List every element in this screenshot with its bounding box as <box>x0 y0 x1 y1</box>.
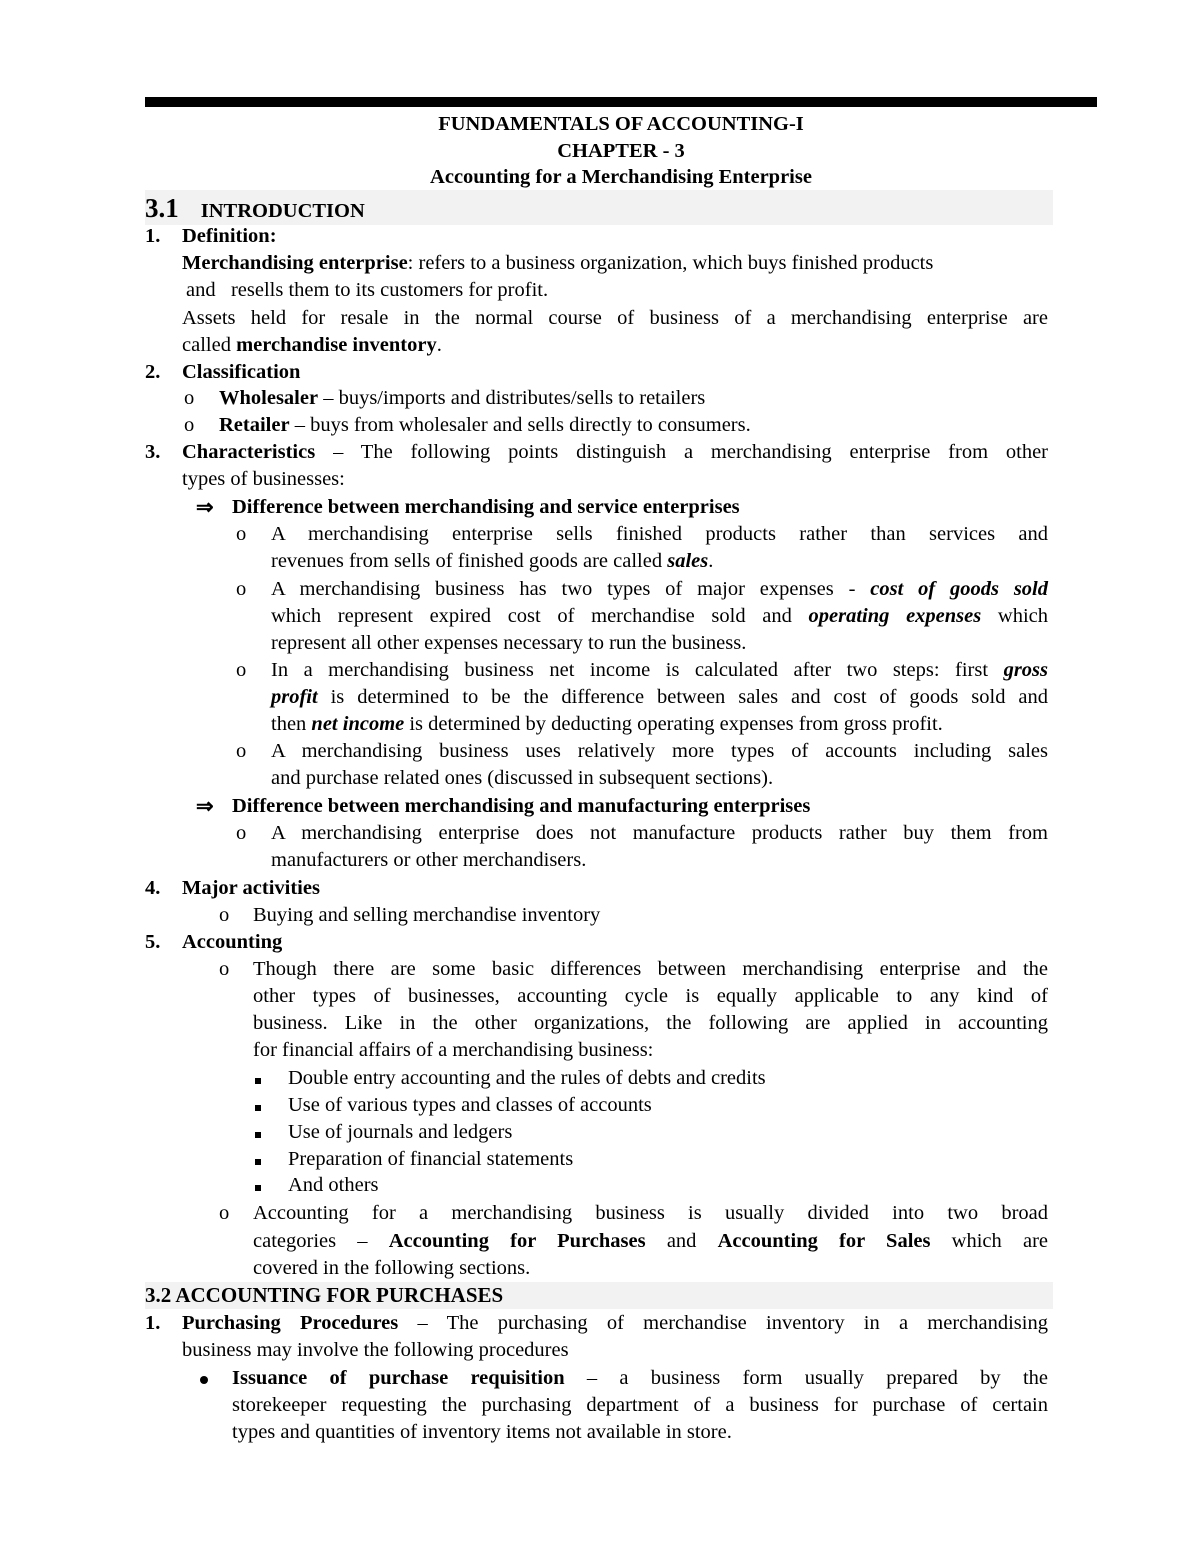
circle-marker: o <box>236 523 247 545</box>
classification-heading: Classification <box>182 361 301 383</box>
item-number: 5. <box>145 931 161 953</box>
square-bullet-icon <box>255 1146 261 1173</box>
list-item: Wholesaler – buys/imports and distributes/sells to retailers <box>219 387 706 409</box>
definition-text: called merchandise inventory. <box>182 334 442 356</box>
arrow-icon: ⇒ <box>196 495 214 519</box>
circle-marker: o <box>184 414 195 436</box>
circle-marker: o <box>219 904 230 926</box>
subheading: Difference between merchandising and manufacturing enterprises <box>232 795 811 817</box>
item-number: 3. <box>145 441 161 463</box>
paragraph-line: then net income is determined by deducting operating expenses from gross profit. <box>271 713 943 735</box>
circle-marker: o <box>236 822 247 844</box>
item-number: 2. <box>145 361 161 383</box>
paragraph-line: business may involve the following procedures <box>182 1339 569 1361</box>
major-activities-heading: Major activities <box>182 877 320 899</box>
item-number: 1. <box>145 225 161 247</box>
section-32-heading: 3.2 ACCOUNTING FOR PURCHASES <box>145 1283 504 1307</box>
top-rule <box>145 97 1097 107</box>
chapter-subtitle: Accounting for a Merchandising Enterprise <box>430 166 812 188</box>
circle-marker: o <box>219 1202 230 1224</box>
paragraph-line: represent all other expenses necessary to run the business. <box>271 632 747 654</box>
circle-marker: o <box>236 659 247 681</box>
circle-marker: o <box>236 740 247 762</box>
square-bullet-icon <box>255 1119 261 1146</box>
circle-marker: o <box>184 387 195 409</box>
dot-bullet-icon <box>200 1365 208 1392</box>
characteristics-intro: types of businesses: <box>182 468 345 490</box>
paragraph-line: for financial affairs of a merchandising business: <box>253 1039 654 1061</box>
square-bullet-icon <box>255 1172 261 1199</box>
paragraph-line: and purchase related ones (discussed in subsequent sections). <box>271 767 774 789</box>
paragraph-line: Accounting for a merchandising business is usually divided into two broad <box>253 1202 1048 1224</box>
paragraph-line: A merchandising business uses relatively more types of accounts including sales <box>271 740 1048 762</box>
definition-text: Merchandising enterprise: refers to a business organization, which buys finished products <box>182 252 934 274</box>
paragraph-line: Though there are some basic differences between merchandising enterprise and the <box>253 958 1048 980</box>
bullet-item: Use of various types and classes of accounts <box>288 1094 652 1116</box>
paragraph-line: covered in the following sections. <box>253 1257 531 1279</box>
bullet-item: Use of journals and ledgers <box>288 1121 513 1143</box>
paragraph-line: revenues from sells of finished goods are called sales. <box>271 550 714 572</box>
list-item: Buying and selling merchandise inventory <box>253 904 601 926</box>
paragraph-line: manufacturers or other merchandisers. <box>271 849 587 871</box>
paragraph-line: profit is determined to be the difference between sales and cost of goods sold and <box>271 686 1048 708</box>
paragraph-line: A merchandising enterprise does not manufacture products rather buy them from <box>271 822 1048 844</box>
paragraph-line: A merchandising enterprise sells finished products rather than services and <box>271 523 1048 545</box>
list-item: Retailer – buys from wholesaler and sells directly to consumers. <box>219 414 751 436</box>
square-bullet-icon <box>255 1065 261 1092</box>
section-title: INTRODUCTION <box>200 200 365 222</box>
chapter-title: CHAPTER - 3 <box>557 140 685 162</box>
paragraph-line: business. Like in the other organizations, the following are applied in accounting <box>253 1012 1048 1034</box>
definition-text: Assets held for resale in the normal course of business of a merchandising enterprise are <box>182 307 1048 329</box>
paragraph-line: A merchandising business has two types of major expenses - cost of goods sold <box>271 578 1048 600</box>
characteristics-intro: Characteristics – The following points distinguish a merchandising enterprise from other <box>182 441 1048 463</box>
circle-marker: o <box>236 578 247 600</box>
section-31-heading <box>145 193 365 226</box>
definition-text: and resells them to its customers for profit. <box>186 279 549 301</box>
paragraph-line: types and quantities of inventory items not available in store. <box>232 1421 732 1443</box>
paragraph-line: other types of businesses, accounting cycle is equally applicable to any kind of <box>253 985 1048 1007</box>
bullet-item: And others <box>288 1174 379 1196</box>
arrow-icon: ⇒ <box>196 794 214 818</box>
item-number: 4. <box>145 877 161 899</box>
square-bullet-icon <box>255 1092 261 1119</box>
circle-marker: o <box>219 958 230 980</box>
definition-heading: Definition: <box>182 225 277 247</box>
section-number: 3.1 <box>145 193 179 223</box>
course-title: FUNDAMENTALS OF ACCOUNTING-I <box>438 113 804 135</box>
paragraph-line: storekeeper requesting the purchasing department of a business for purchase of certain <box>232 1394 1048 1416</box>
bullet-item: Double entry accounting and the rules of debts and credits <box>288 1067 766 1089</box>
item-number: 1. <box>145 1312 161 1334</box>
paragraph-line: Issuance of purchase requisition – a business form usually prepared by the <box>232 1367 1048 1389</box>
paragraph-line: categories – Accounting for Purchases and Accounting for Sales which are <box>253 1230 1048 1252</box>
paragraph-line: Purchasing Procedures – The purchasing of merchandise inventory in a merchandising <box>182 1312 1048 1334</box>
paragraph-line: In a merchandising business net income is calculated after two steps: first gross <box>271 659 1048 681</box>
bullet-item: Preparation of financial statements <box>288 1148 574 1170</box>
paragraph-line: which represent expired cost of merchandise sold and operating expenses which <box>271 605 1049 627</box>
accounting-heading: Accounting <box>182 931 283 953</box>
subheading: Difference between merchandising and service enterprises <box>232 496 740 518</box>
